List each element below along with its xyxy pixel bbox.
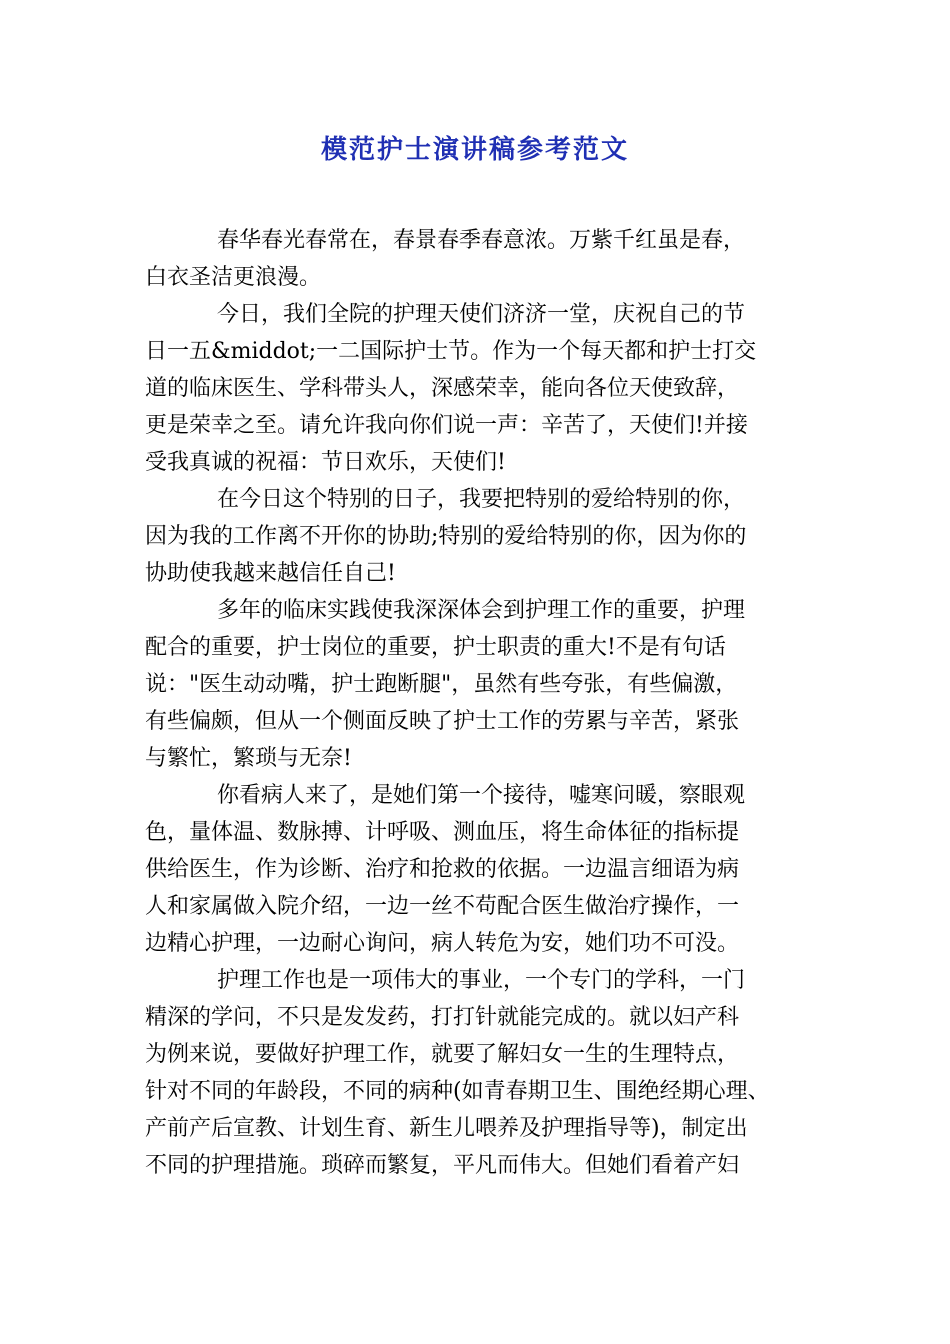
text-line: 因为我的工作离不开你的协助;特别的爱给特别的你，因为你的 (145, 524, 747, 549)
text-line: 与繁忙，繁琐与无奈! (145, 746, 352, 771)
text-line: 春华春光春常在，春景春季春意浓。万紫千红虽是春， (217, 228, 746, 253)
text-line: 为例来说，要做好护理工作，就要了解妇女一生的生理特点， (145, 1042, 740, 1067)
document-title: 模范护士演讲稿参考范文 (320, 135, 629, 165)
text-line: 你看病人来了，是她们第一个接待，嘘寒问暖，察眼观 (217, 783, 746, 808)
text-line: 色，量体温、数脉搏、计呼吸、测血压，将生命体征的指标提 (145, 820, 740, 845)
text-line: 多年的临床实践使我深深体会到护理工作的重要，护理 (217, 598, 746, 623)
text-line: 今日，我们全院的护理天使们济济一堂，庆祝自己的节 (217, 302, 746, 327)
text-line: 更是荣幸之至。请允许我向你们说一声：辛苦了，天使们!并接 (145, 413, 748, 438)
text-line: 日一五&middot;一二国际护士节。作为一个每天都和护士打交 (145, 339, 757, 364)
text-line: 配合的重要，护士岗位的重要，护士职责的重大!不是有句话 (145, 635, 726, 660)
text-line: 不同的护理措施。琐碎而繁复，平凡而伟大。但她们看着产妇 (145, 1153, 740, 1178)
text-line: 针对不同的年龄段，不同的病种(如青春期卫生、围绝经期心理、 (145, 1079, 770, 1104)
text-line: 说："医生动动嘴，护士跑断腿"，虽然有些夸张，有些偏激， (145, 672, 738, 697)
text-line: 人和家属做入院介绍，一边一丝不苟配合医生做治疗操作，一 (145, 894, 740, 919)
text-line: 供给医生，作为诊断、治疗和抢救的依据。一边温言细语为病 (145, 857, 740, 882)
text-line: 白衣圣洁更浪漫。 (145, 265, 322, 290)
text-line: 道的临床医生、学科带头人，深感荣幸，能向各位天使致辞， (145, 376, 740, 401)
text-line: 在今日这个特别的日子，我要把特别的爱给特别的你， (217, 487, 746, 512)
text-line: 精深的学问，不只是发发药，打打针就能完成的。就以妇产科 (145, 1005, 740, 1030)
text-line: 受我真诚的祝福：节日欢乐，天使们! (145, 450, 506, 475)
text-line: 边精心护理，一边耐心询问，病人转危为安，她们功不可没。 (145, 931, 740, 956)
text-line: 有些偏颇，但从一个侧面反映了护士工作的劳累与辛苦，紧张 (145, 709, 740, 734)
text-line: 协助使我越来越信任自己! (145, 561, 396, 586)
text-line: 护理工作也是一项伟大的事业，一个专门的学科，一门 (217, 968, 746, 993)
document-body (145, 222, 825, 1184)
text-line: 产前产后宣教、计划生育、新生儿喂养及护理指导等)，制定出 (145, 1116, 748, 1141)
